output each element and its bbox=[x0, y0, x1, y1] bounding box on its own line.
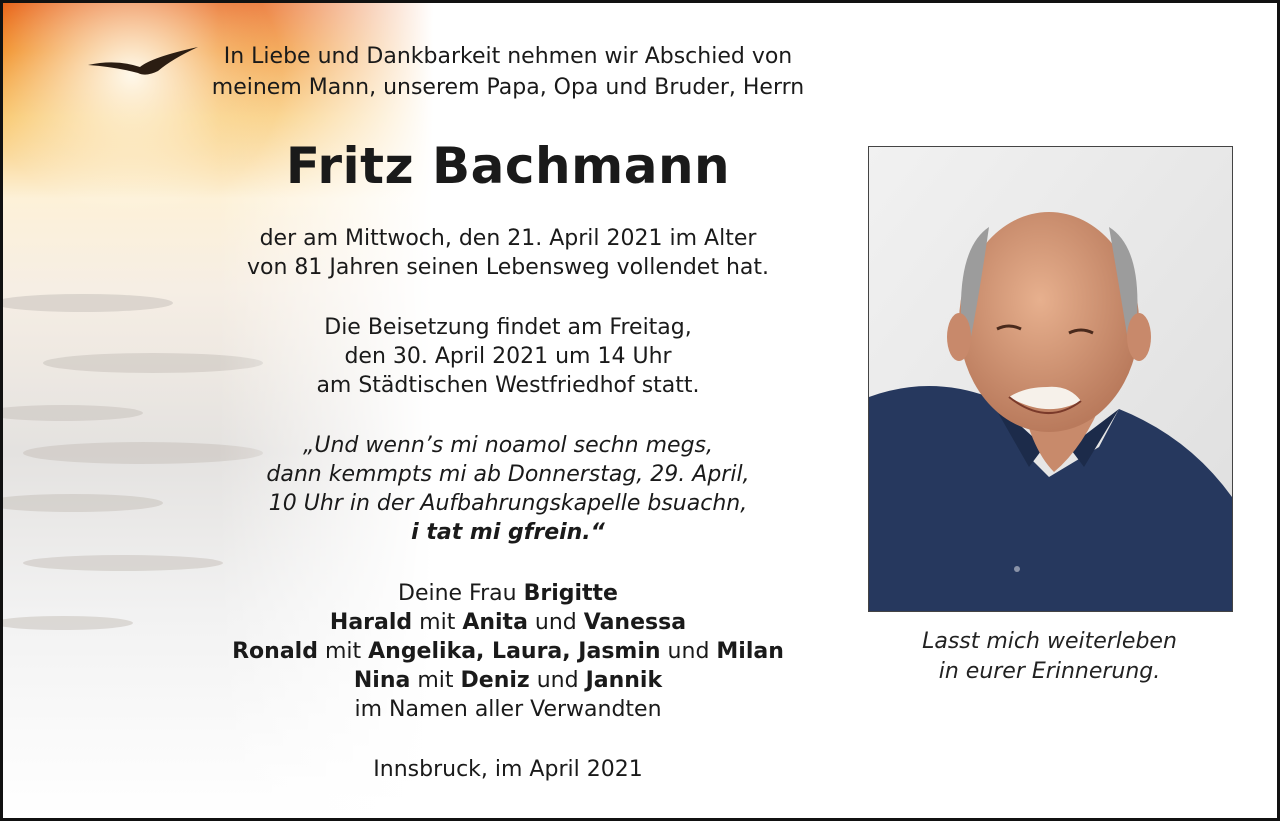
mourners-line: Deine Frau Brigitte bbox=[398, 581, 618, 606]
death-line: von 81 Jahren seinen Lebensweg vollendet hat. bbox=[246, 255, 770, 280]
death-line: der am Mittwoch, den 21. April 2021 im Alter bbox=[259, 226, 757, 251]
mourners-line: im Namen aller Verwandten bbox=[354, 697, 662, 722]
mourners-line: Harald mit Anita und Vanessa bbox=[329, 610, 687, 635]
mourners-line: Nina mit Deniz und Jannik bbox=[353, 668, 663, 693]
caption-line: in eurer Erinnerung. bbox=[938, 659, 1161, 684]
caption-line: Lasst mich weiterleben bbox=[922, 629, 1177, 654]
deceased-name: Fritz Bachmann bbox=[285, 137, 731, 195]
intro-text bbox=[183, 41, 833, 103]
quote-line: dann kemmpts mi ab Donnerstag, 29. April, bbox=[266, 462, 750, 487]
mourners-line: Ronald mit Angelika, Laura, Jasmin und Milan bbox=[232, 639, 784, 664]
quote-line: „Und wenn’s mi noamol sechn megs, bbox=[302, 433, 714, 458]
quote-closing-line: i tat mi gfrein.“ bbox=[411, 520, 605, 545]
burial-info bbox=[183, 313, 833, 400]
portrait-photo bbox=[868, 146, 1233, 612]
intro-line: In Liebe und Dankbarkeit nehmen wir Abschied von bbox=[223, 44, 793, 69]
quote-line: 10 Uhr in der Aufbahrungskapelle bsuachn, bbox=[268, 491, 748, 516]
burial-line: den 30. April 2021 um 14 Uhr bbox=[344, 344, 672, 369]
memorial-caption bbox=[868, 627, 1231, 687]
death-notice bbox=[183, 224, 833, 282]
burial-line: Die Beisetzung findet am Freitag, bbox=[324, 315, 692, 340]
dialect-quote bbox=[183, 431, 833, 547]
intro-line: meinem Mann, unserem Papa, Opa und Bruder, Herrn bbox=[211, 75, 805, 100]
burial-line: am Städtischen Westfriedhof statt. bbox=[316, 373, 700, 398]
place-date: Innsbruck, im April 2021 bbox=[373, 757, 643, 782]
mourners-list bbox=[183, 579, 833, 724]
